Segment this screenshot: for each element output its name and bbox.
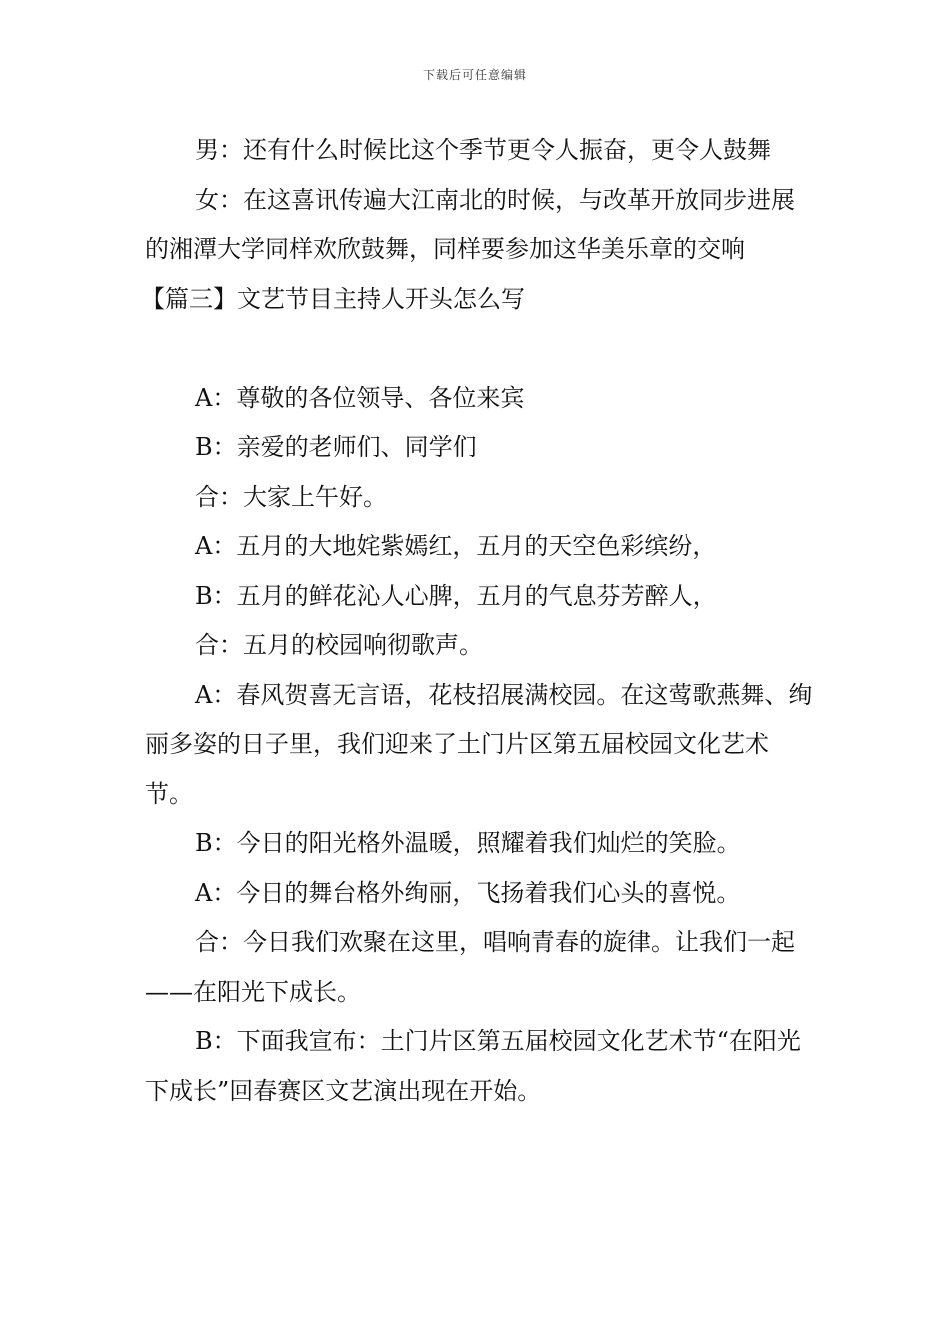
paragraph-a-greeting: A：尊敬的各位领导、各位来宾 <box>195 383 525 412</box>
paragraph-b-greeting: B：亲爱的老师们、同学们 <box>195 433 477 461</box>
paragraph-a-stage: A：今日的舞台格外绚丽，飞扬着我们心头的喜悦。 <box>195 878 741 907</box>
paragraph-b-announcement: B：下面我宣布：土门片区第五届校园文化艺术节“在阳光下成长”回春赛区文艺演出现在开始。 <box>145 1027 801 1105</box>
paragraph-male-line: 男：还有什么时候比这个季节更令人振奋，更令人鼓舞 <box>195 136 771 164</box>
section-heading: 【篇三】文艺节目主持人开头怎么写 <box>141 284 525 313</box>
paragraph-b-sunshine: B：今日的阳光格外温暖，照耀着我们灿烂的笑脸。 <box>195 829 741 857</box>
page-header-note: 下载后可任意编辑 <box>422 68 527 82</box>
paragraph-a-spring-breeze: A：春风贺喜无言语，花枝招展满校园。在这莺歌燕舞、绚丽多姿的日子里，我们迎来了土门片区第五届校园文化艺术节。 <box>145 680 813 808</box>
blank-line <box>145 324 815 374</box>
paragraph-b-may-flowers: B：五月的鲜花沁人心脾，五月的气息芬芳醉人， <box>195 581 717 610</box>
paragraph-together-may-campus: 合：五月的校园响彻歌声。 <box>195 631 483 659</box>
document-body <box>141 126 815 1116</box>
paragraph-together-gather: 合：今日我们欢聚在这里，唱响青春的旋律。让我们一起——在阳光下成长。 <box>145 928 795 1006</box>
paragraph-together-greeting: 合：大家上午好。 <box>195 482 387 511</box>
paragraph-a-may-earth: A：五月的大地姹紫嫣红，五月的天空色彩缤纷， <box>195 532 717 560</box>
paragraph-female-line: 女：在这喜讯传遍大江南北的时候，与改革开放同步进展的湘潭大学同样欢欣鼓舞，同样要参加这华美乐章的交响 <box>145 185 795 263</box>
